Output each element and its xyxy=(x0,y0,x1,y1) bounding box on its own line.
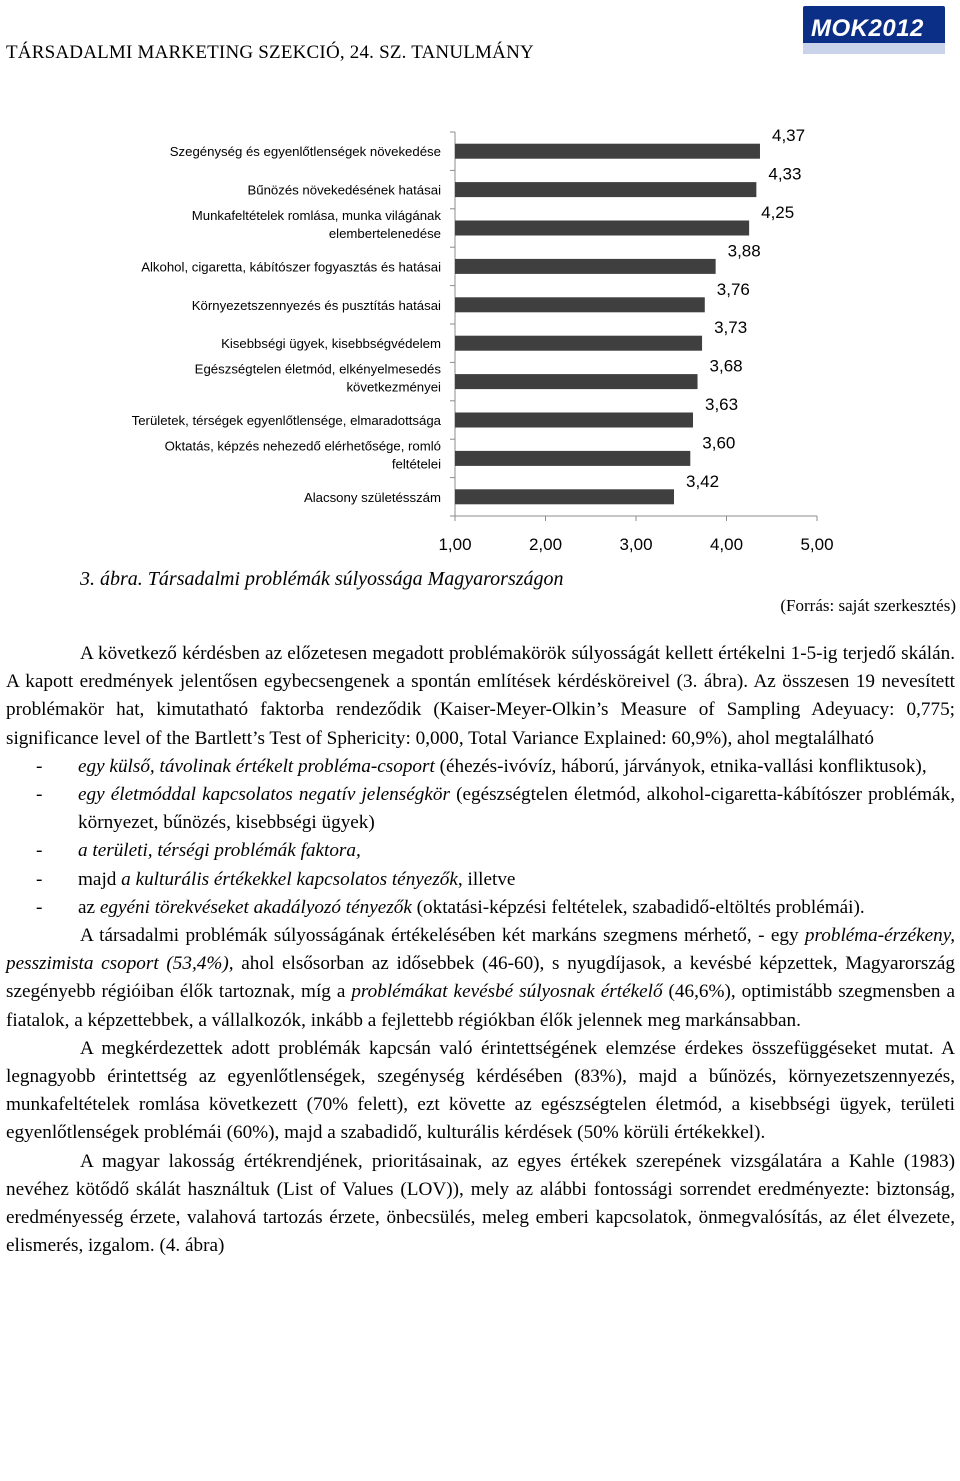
page-header xyxy=(0,0,960,70)
paragraph-2 xyxy=(6,922,955,1035)
category-label-line: Oktatás, képzés nehezedő elérhetősége, romló xyxy=(164,438,441,454)
factor-item xyxy=(6,781,955,837)
bar-value-label: 3,68 xyxy=(709,356,743,376)
category-label xyxy=(141,259,441,274)
bar xyxy=(455,374,698,389)
category-label-line: Egészségtelen életmód, elkényelmesedés xyxy=(194,361,441,377)
category-label-line: Bűnözés növekedésének hatásai xyxy=(247,182,441,198)
factor-pre: majd xyxy=(78,868,122,890)
category-label xyxy=(304,490,441,505)
category-label xyxy=(170,144,441,159)
bar xyxy=(455,144,760,159)
bar xyxy=(455,413,693,428)
category-label xyxy=(195,362,442,395)
category-label-line: Alkohol, cigaretta, kábítószer fogyasztás és hatásai xyxy=(141,259,441,275)
factor-em: egy külső, távolinak értékelt probléma-csoport xyxy=(78,755,435,777)
bar-value-label: 3,63 xyxy=(705,395,739,414)
factor-em: a területi, térségi problémák faktora, xyxy=(78,840,361,862)
logo-swoosh xyxy=(803,43,945,54)
category-label-line: Szegénység és egyenlőtlenségek növekedése xyxy=(169,144,441,160)
factor-post: (egészségtelen életmód, alkohol-cigaretta-kábítószer problémák, környezet, bűnözés, kisebbségi ügyek) xyxy=(78,784,956,834)
factor-item xyxy=(6,753,955,781)
category-label-line: Munkafeltételek romlása, munka világának xyxy=(191,208,441,223)
bar xyxy=(455,297,705,312)
list-dash: - xyxy=(36,755,43,777)
p2-text-b: ahol elsősorban az idősebbek (46-60), s nyugdíjasok, a kevésbé képzettek, Magyarország szegényebb régióiban élők tartoznak, míg a xyxy=(6,953,956,1003)
paragraph-4: A magyar lakosság értékrendjének, prioritásainak, az egyes értékek szerepének vizsgálatára a Kahle (1983) nevéhez kötődő skálát használtuk (List of Values (LOV)), mely az alábbi fontossági sorrendet eredményezte: biztonság, eredményesség érzete, valahová tartozás érzete, önbecsülés, meleg emberi kapcsolatok, önmegvalósítás, az élet élvezete, elismerés, izgalom. (4. ábra) xyxy=(6,1150,955,1257)
p2-text-c: (46,6%), optimistább szegmensben a fiatalok, a képzettebbek, a vállalkozók, inkább a fejlettebb régiókban élők jelennek meg markánsabban. xyxy=(6,981,955,1031)
x-tick-label: 3,00 xyxy=(619,535,653,554)
running-header-title: TÁRSADALMI MARKETING SZEKCIÓ, 24. SZ. TANULMÁNY xyxy=(6,42,534,63)
category-label-line: következményei xyxy=(346,379,441,395)
category-label-line: Területek, térségek egyenlőtlensége, elmaradottsága xyxy=(131,413,441,428)
category-label xyxy=(192,298,441,313)
category-label-line: elembertelenedése xyxy=(328,226,441,241)
category-label-line: Kisebbségi ügyek, kisebbségvédelem xyxy=(221,336,441,352)
p2-text-a: A társadalmi problémák súlyosságának értékelésében két markáns szegmens mérhető, - egy xyxy=(80,925,805,947)
category-label xyxy=(247,183,441,198)
factor-post: (éhezés-ivóvíz, háború, járványok, etnika-vallási konfliktusok), xyxy=(434,755,927,777)
category-label xyxy=(192,208,442,241)
factor-pre: az xyxy=(78,896,100,918)
list-dash: - xyxy=(36,784,43,806)
category-label xyxy=(132,413,442,428)
figure-source: (Forrás: saját szerkesztés) xyxy=(780,596,956,615)
x-tick-label: 5,00 xyxy=(800,535,834,554)
factor-item xyxy=(6,894,955,922)
bar-value-label: 4,25 xyxy=(761,203,795,222)
factor-item xyxy=(6,866,955,894)
bar-value-label: 3,88 xyxy=(727,241,761,261)
figure-caption: 3. ábra. Társadalmi problémák súlyossága Magyarországon xyxy=(80,568,564,590)
factor-post: (oktatási-képzési feltételek, szabadidő-eltöltés problémái). xyxy=(411,896,865,918)
category-label xyxy=(221,336,441,351)
bar xyxy=(455,182,756,197)
body-text xyxy=(6,640,955,1260)
bar-value-label: 4,33 xyxy=(768,164,802,184)
bar xyxy=(455,259,716,274)
bar-value-label: 3,60 xyxy=(702,433,736,453)
bar-value-label: 3,76 xyxy=(716,279,750,299)
factor-post: , illetve xyxy=(457,868,516,890)
logo-text: MOK2012 xyxy=(811,15,924,42)
x-tick-label: 1,00 xyxy=(438,535,472,554)
bar xyxy=(455,451,690,466)
category-label-line: Környezetszennyezés és pusztítás hatásai xyxy=(191,297,441,313)
bar xyxy=(455,221,749,236)
paragraph-1: A következő kérdésben az előzetesen megadott problémakörök súlyosságát kellett értékelni 1-5-ig terjedő skálán. A kapott eredmények jelentősen egybecsengenek a spontán említések kérdésköreivel (3. ábra). Az összesen 19 nevesített problémakör hat, kimutatható faktorba rendeződik (Kaiser-Meyer-Olkin’s Measure of Sampling Adeyuacy: 0,775; significance level of the Bartlett’s Test of Sphericity: 0,000, Total Variance Explained: 60,9%), ahol megtalálható xyxy=(6,643,955,749)
list-dash: - xyxy=(36,840,43,862)
bar-value-label: 3,73 xyxy=(714,318,748,338)
p2-emphasis-2: problémákat kevésbé súlyosnak értékelő xyxy=(351,981,663,1003)
factor-em: egyéni törekvéseket akadályozó tényezők xyxy=(99,896,412,918)
bar-value-label: 4,37 xyxy=(771,126,806,146)
bar xyxy=(455,336,702,351)
problem-severity-chart xyxy=(0,120,960,560)
list-dash: - xyxy=(36,868,43,890)
category-label-line: Alacsony születésszám xyxy=(303,489,441,505)
conference-logo xyxy=(803,6,945,54)
x-tick-label: 2,00 xyxy=(528,535,563,554)
x-tick-label: 4,00 xyxy=(709,535,744,554)
list-dash: - xyxy=(36,896,43,918)
paragraph-3: A megkérdezettek adott problémák kapcsán való érintettségének elemzése érdekes összefüggéseket mutat. A legnagyobb érintettség az egyenlőtlenségek, szegénység kérdésében (83%), majd a bűnözés, környezetszennyezés, munkafeltételek romlása következett (70% felett), ezt követte az egészségtelen életmód, a kisebbségi ügyek, területi egyenlőtlenségek problémái (60%), majd a szabadidő, kulturális kérdések (50% körüli értékekkel). xyxy=(6,1037,955,1144)
factor-em: a kulturális értékekkel kapcsolatos tényezők xyxy=(121,868,458,890)
factor-list xyxy=(6,753,955,922)
factor-item xyxy=(6,837,955,865)
category-label-line: feltételei xyxy=(391,456,441,472)
p2-emphasis-1: probléma-érzékeny, pesszimista csoport (53,4%), xyxy=(6,925,955,975)
bar xyxy=(455,489,674,504)
factor-em: egy életmóddal kapcsolatos negatív jelenségkör xyxy=(78,784,450,806)
category-label xyxy=(165,438,441,471)
bar-value-label: 3,42 xyxy=(686,471,720,491)
